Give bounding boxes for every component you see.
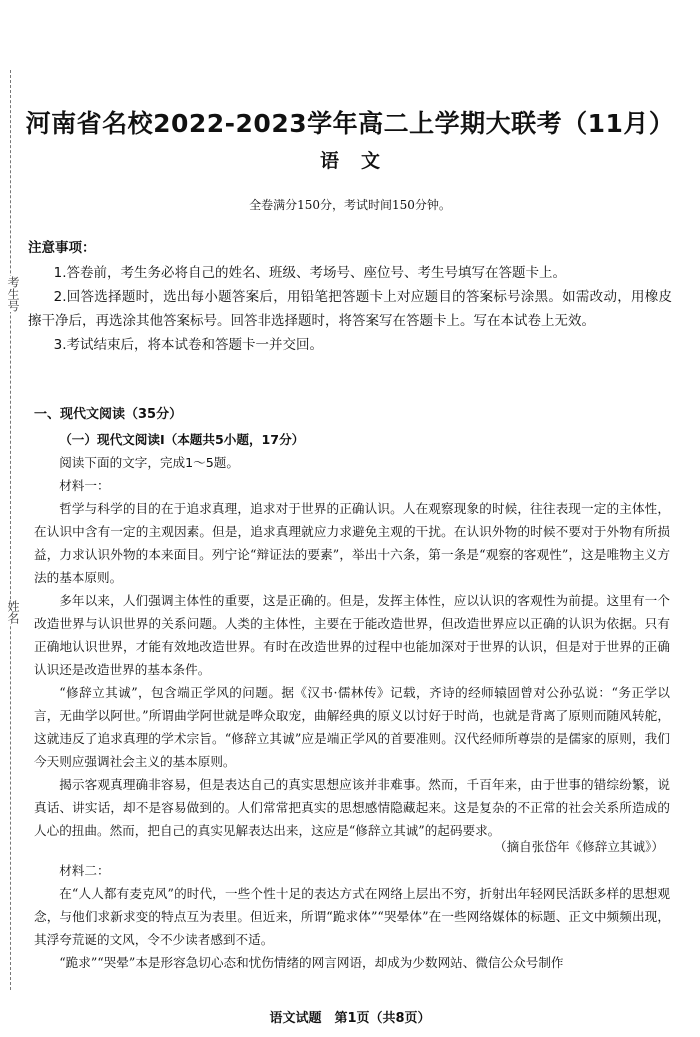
paragraph: 多年以来，人们强调主体性的重要，这是正确的。但是，发挥主体性，应以认识的客观性为前提。这里有一个改造世界与认识世界的关系问题。人类的主体性，主要在于能改造世界，但改造世界应以正确的认识为依据。只有正确地认识世界，才能有效地改造世界。有时在改造世界的过程中也能加深对于世界的认识，但是对于世界的正确认识还是改造世界的基本条件。	[34, 593, 670, 677]
paragraph: “跪求”“哭晕”本是形容急切心态和忧伤情绪的网言网语，却成为少数网站、微信公众号制作	[59, 955, 564, 970]
margin-label-name: 姓名	[1, 600, 19, 624]
exam-subject: 语文	[319, 150, 402, 172]
source-citation: （摘自张岱年《修辞立其诚》）	[493, 839, 664, 854]
paragraph: “修辞立其诚”，包含端正学风的问题。据《汉书·儒林传》记载，齐诗的经师辕固曾对公孙弘说：“务正学以言，无曲学以阿世。”所谓曲学阿世就是哗众取宠，曲解经典的原义以讨好于时尚，也就是背离了原则而随风转舵，这就违反了追求真理的学术宗旨。“修辞立其诚”应是端正学风的首要准则。汉代经师所尊崇的是儒家的原则，我们今天则应强调社会主义的基本原则。	[34, 685, 670, 769]
instruction-line: 阅读下面的文字，完成1～5题。	[59, 455, 239, 470]
reading-passage-2	[34, 859, 670, 974]
material-label: 材料一：	[59, 478, 110, 493]
sub-section-title: （一）现代文阅读Ⅰ（本题共5小题，17分）	[59, 432, 305, 447]
exam-title: 河南省名校2022-2023学年高二上学期大联考（11月）	[25, 109, 675, 138]
margin-label-student-id: 考生号	[1, 276, 19, 312]
paragraph: 揭示客观真理确非容易，但是表达自己的真实思想应该并非难事。然而，千百年来，由于世事的错综纷繁，说真话、讲实话，却不是容易做到的。人们常常把真实的思想感情隐藏起来。这是复杂的不正常的社会关系所造成的人心的扭曲。然而，把自己的真实见解表达出来，这应是“修辞立其诚”的起码要求。	[34, 777, 670, 838]
paragraph: 在“人人都有麦克风”的时代，一些个性十足的表达方式在网络上层出不穷，折射出年轻网民活跃多样的思想观念，与他们求新求变的特点互为表里。但近来，所谓“跪求体”“哭晕体”在一些网络媒体的标题、正文中频频出现，其浮夸荒诞的文风，令不少读者感到不适。	[34, 886, 670, 947]
paragraph: 哲学与科学的目的在于追求真理，追求对于世界的正确认识。人在观察现象的时候，往往表现一定的主体性，在认识中含有一定的主观因素。但是，追求真理就应力求避免主观的干扰。在认识外物的时候不要对于外物有所损益，力求认识外物的本来面目。列宁论“辩证法的要素”，举出十六条，第一条是“观察的客观性”，这是唯物主义方法的基本原则。	[34, 501, 670, 585]
material-label: 材料二：	[59, 863, 110, 878]
notes-section	[28, 236, 672, 357]
notes-item: 2.回答选择题时，选出每小题答案后，用铅笔把答题卡上对应题目的答案标号涂黑。如需改动，用橡皮擦干净后，再选涂其他答案标号。回答非选择题时，将答案写在答题卡上。写在本试卷上无效。	[28, 289, 672, 329]
page-footer: 语文试题 第1页（共8页）	[269, 1011, 431, 1026]
reading-passage-1	[34, 428, 670, 842]
section-title: 一、现代文阅读（35分）	[34, 407, 183, 422]
notes-title: 注意事项：	[28, 240, 96, 256]
exam-info: 全卷满分150分，考试时间150分钟。	[249, 198, 451, 212]
notes-item: 3.考试结束后，将本试卷和答题卡一并交回。	[53, 337, 324, 353]
notes-item: 1.答卷前，考生务必将自己的姓名、班级、考场号、座位号、考生号填写在答题卡上。	[53, 265, 567, 281]
